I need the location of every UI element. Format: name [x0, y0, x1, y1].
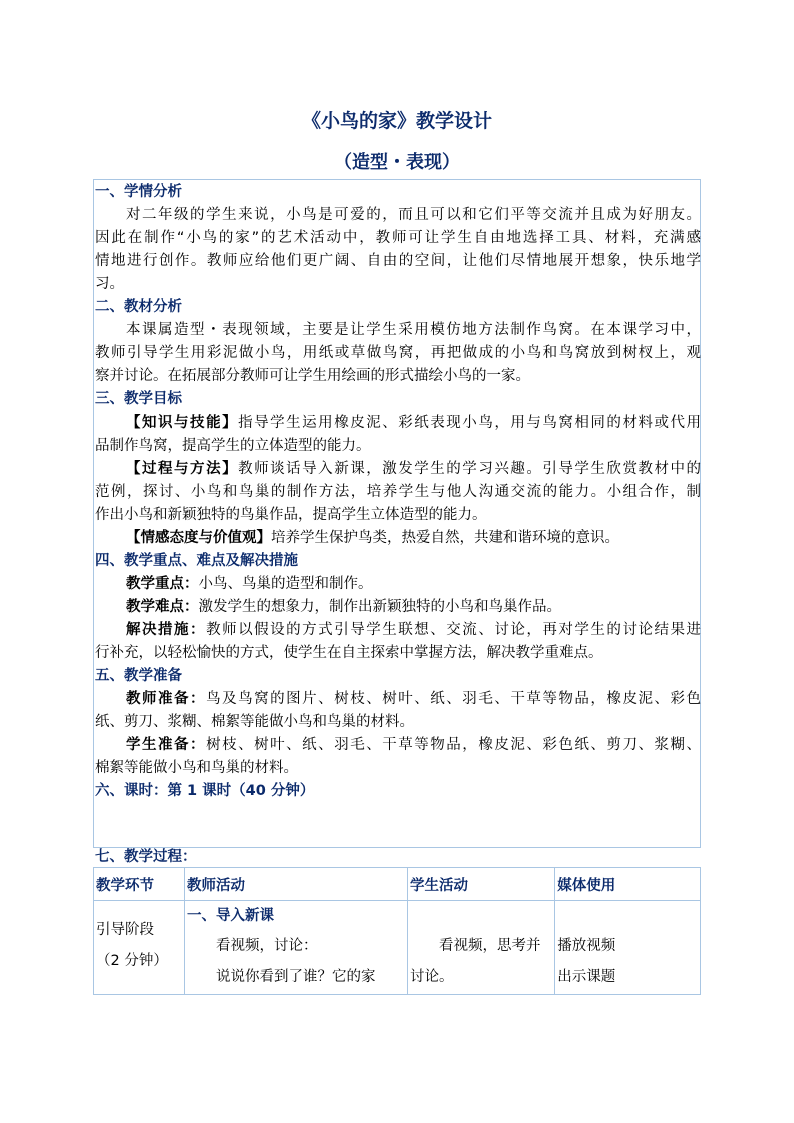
line-text: 五、教学准备 [95, 668, 182, 685]
student-activity-line: 看视频，思考并 [439, 938, 541, 954]
table-row [94, 901, 701, 995]
paragraph-line [95, 757, 701, 780]
line-text: 培养学生保护鸟类，热爱自然，共建和谐环境的意识。 [271, 529, 619, 546]
document-subtitle: （造型・表现） [334, 152, 460, 173]
table-header-row [94, 868, 701, 901]
table-header-cell: 学生活动 [408, 868, 555, 901]
line-text: 教师谈话导入新课，激发学生的学习兴趣。引导学生欣赏教材中的 [238, 460, 701, 477]
bold-label: 教学难点： [126, 598, 199, 615]
section-heading [95, 296, 701, 319]
section-heading [95, 780, 701, 803]
paragraph-line [95, 619, 701, 642]
teacher-cell [185, 901, 408, 995]
process-table [93, 867, 701, 995]
line-text: 品制作鸟窝，提高学生的立体造型的能力。 [95, 437, 371, 454]
line-text: 范例，探讨、小鸟和鸟巢的制作方法，培养学生与他人沟通交流的能力。小组合作，制 [95, 483, 701, 500]
line-text: 指导学生运用橡皮泥、彩纸表现小鸟，用与鸟窝相同的材料或代用 [238, 414, 701, 431]
section-heading [95, 665, 701, 688]
paragraph-line [95, 481, 701, 504]
student-cell [408, 901, 555, 995]
section-heading: 七、教学过程： [95, 849, 197, 865]
line-text: 教师引导学生用彩泥做小鸟，用纸或草做鸟窝，再把做成的小鸟和鸟窝放到树杈上，观 [95, 345, 701, 362]
section-heading [95, 181, 701, 204]
paragraph-line [95, 573, 701, 596]
bold-label: 【知识与技能】 [126, 414, 239, 431]
paragraph-line [95, 527, 701, 550]
paragraph-line [95, 273, 701, 296]
line-text: 鸟及鸟窝的图片、树枝、树叶、纸、羽毛、干草等物品，橡皮泥、彩色 [206, 691, 701, 708]
paragraph-line [95, 204, 701, 227]
stage-name: 引导阶段 [96, 922, 154, 938]
paragraph-line [95, 227, 701, 250]
paragraph-line [95, 319, 701, 342]
line-text: 察并讨论。在拓展部分教师可让学生用绘画的形式描绘小鸟的一家。 [95, 368, 530, 385]
bold-label: 解决措施： [126, 621, 207, 638]
line-text: 对二年级的学生来说，小鸟是可爱的，而且可以和它们平等交流并且成为好朋友。 [126, 207, 701, 224]
line-text: 本课属造型・表现领域，主要是让学生采用模仿地方法制作鸟窝。在本课学习中， [126, 322, 701, 339]
document-title: 《小鸟的家》教学设计 [301, 110, 492, 132]
table-header-cell: 教师活动 [185, 868, 408, 901]
paragraph-line [95, 365, 701, 388]
media-line: 播放视频 [557, 938, 616, 954]
paragraph-line [95, 458, 701, 481]
paragraph-line [95, 435, 701, 458]
paragraph-line [95, 642, 701, 665]
line-text: 习。 [95, 276, 124, 293]
line-text: 二、教材分析 [95, 299, 182, 316]
media-line: 出示课题 [557, 969, 616, 985]
paragraph-line [95, 504, 701, 527]
line-text: 树枝、树叶、纸、羽毛、干草等物品，橡皮泥、彩色纸、剪刀、浆糊、 [206, 737, 701, 754]
stage-cell [94, 901, 185, 995]
line-text: 棉絮等能做小鸟和鸟巢的材料。 [95, 760, 298, 777]
paragraph-line [95, 711, 701, 734]
bold-label: 学生准备： [126, 737, 207, 754]
line-text: 小鸟、鸟巢的造型和制作。 [198, 575, 373, 592]
table-header-cell: 媒体使用 [555, 868, 701, 901]
line-text: 作出小鸟和新颖独特的鸟巢作品，提高学生立体造型的能力。 [95, 506, 487, 523]
paragraph-line [95, 688, 701, 711]
paragraph-line [95, 412, 701, 435]
teacher-activity-title: 一、导入新课 [187, 908, 274, 924]
line-text: 四、教学重点、难点及解决措施 [95, 552, 298, 569]
table-header-cell: 教学环节 [94, 868, 185, 901]
teacher-activity-line: 看视频，讨论： [216, 938, 318, 954]
bold-label: 教师准备： [126, 691, 207, 708]
line-text: 行补充，以轻松愉快的方式，使学生在自主探索中掌握方法，解决教学重难点。 [95, 645, 603, 661]
bold-label: 【情感态度与价值观】 [126, 529, 271, 546]
student-activity-line: 讨论。 [410, 969, 454, 985]
paragraph-line [95, 596, 701, 619]
section-heading [95, 550, 701, 573]
line-text: 情地进行创作。教师应给他们更广阔、自由的空间，让他们尽情地展开想象，快乐地学 [95, 253, 701, 270]
paragraph-line [95, 250, 701, 273]
bold-label: 【过程与方法】 [126, 460, 239, 477]
line-text: 教师以假设的方式引导学生联想、交流、讨论，再对学生的讨论结果进 [206, 621, 701, 638]
line-text: 激发学生的想象力，制作出新颖独特的小鸟和鸟巢作品。 [198, 598, 561, 615]
paragraph-line [95, 342, 701, 365]
paragraph-line [95, 734, 701, 757]
line-text: 六、课时：第 1 课时（40 分钟） [95, 783, 315, 800]
stage-duration: （2 分钟） [96, 953, 168, 969]
line-text: 因此在制作“小鸟的家”的艺术活动中，教师可让学生自由地选择工具、材料，充满感 [95, 230, 701, 247]
bold-label: 教学重点： [126, 575, 199, 592]
section-heading [95, 388, 701, 411]
line-text: 一、学情分析 [95, 184, 182, 200]
media-cell [555, 901, 701, 995]
line-text: 纸、剪刀、浆糊、棉絮等能做小鸟和鸟巢的材料。 [95, 714, 414, 731]
line-text: 三、教学目标 [95, 391, 182, 408]
teacher-activity-line: 说说你看到了谁？它的家 [216, 969, 376, 985]
